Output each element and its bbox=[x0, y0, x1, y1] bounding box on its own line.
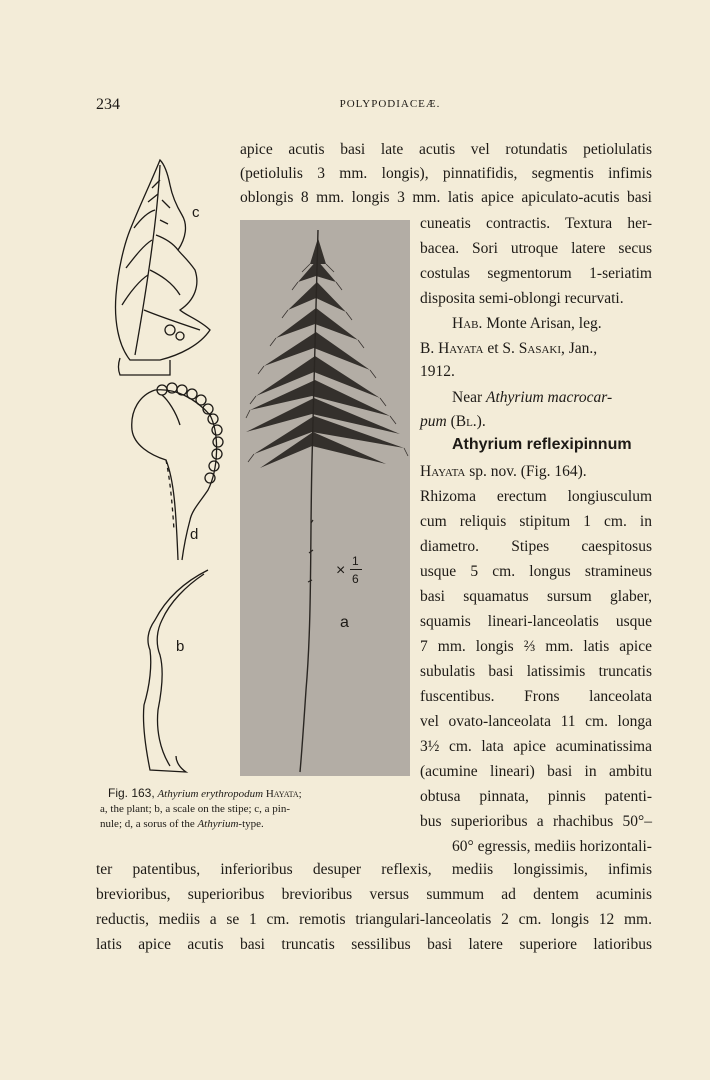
label-a: a bbox=[340, 614, 349, 631]
text-line: costulas segmentorum 1-seriatim bbox=[420, 265, 652, 282]
text-line: ter patentibus, inferioribus desuper reflexis, mediis longissimis, infimis bbox=[96, 861, 652, 878]
species-author-line: Hayata sp. nov. (Fig. 164). bbox=[420, 463, 587, 480]
pinnule-scale-sorus-sketches bbox=[100, 150, 230, 790]
text-line: 3½ cm. lata apice acuminatissima bbox=[420, 738, 652, 755]
label-d: d bbox=[190, 526, 199, 543]
label-b: b bbox=[176, 638, 185, 655]
text-line: disposita semi-oblongi recurvati. bbox=[420, 290, 624, 307]
scale-sketch-b bbox=[143, 570, 208, 772]
label-c: c bbox=[192, 204, 200, 221]
sorus-sketch-d bbox=[132, 383, 223, 560]
text-line: basi squamatus sursum glaber, bbox=[420, 588, 652, 605]
text-line: Rhizoma erectum longiusculum bbox=[420, 488, 652, 505]
near-line: Near Athyrium macrocar- bbox=[452, 389, 613, 406]
collectors-line: B. Hayata et S. Sasaki, Jan., bbox=[420, 340, 598, 357]
caption-line-1: Fig. 163, Athyrium erythropodum Hayata; bbox=[108, 786, 302, 800]
page-number: 234 bbox=[96, 96, 120, 113]
new-species-heading: Athyrium reflexipinnum bbox=[452, 436, 632, 453]
text-line: obtusa pinnata, pinnis patenti- bbox=[420, 788, 652, 805]
text-line: bacea. Sori utroque latere secus bbox=[420, 240, 652, 257]
text-line: cum reliquis stipitum 1 cm. in bbox=[420, 513, 652, 530]
near-line-2: pum (Bl.). bbox=[420, 413, 486, 430]
scale-fraction-bar bbox=[350, 569, 362, 570]
text-line: apice acutis basi late acutis vel rotundatis petiolulatis bbox=[240, 141, 652, 158]
text-line: (petiolulis 3 mm. longis), pinnatifidis, segmentis infimis bbox=[240, 165, 652, 182]
hab-label: Hab. bbox=[452, 315, 483, 332]
text-line: 60° egressis, mediis horizontali- bbox=[452, 838, 652, 855]
text-line: latis apice acutis basi truncatis sessilibus basi latere superiore latioribus bbox=[96, 936, 652, 953]
text-line: fuscentibus. Frons lanceolata bbox=[420, 688, 652, 705]
text-line: 1912. bbox=[420, 363, 455, 380]
text-line: diametro. Stipes caespitosus bbox=[420, 538, 652, 555]
text-line: reductis, mediis a se 1 cm. remotis triangulari-lanceolatis 2 cm. longis 12 mm. bbox=[96, 911, 652, 928]
text-line: oblongis 8 mm. longis 3 mm. latis apice apiculato-acutis basi bbox=[240, 189, 652, 206]
text-line: 7 mm. longis ⅔ mm. latis apice bbox=[420, 638, 652, 655]
pinnule-sketch-c bbox=[116, 160, 210, 375]
text-line: (acumine lineari) basi in ambitu bbox=[420, 763, 652, 780]
text-line: bus superioribus a rhachibus 50°– bbox=[420, 813, 652, 830]
text-line: subulatis basi latissimis truncatis bbox=[420, 663, 652, 680]
text-line: usque 5 cm. longus stramineus bbox=[420, 563, 652, 580]
caption-line-2: a, the plant; b, a scale on the stipe; c, a pin- bbox=[100, 803, 290, 815]
habitat-line: Hab. Monte Arisan, leg. bbox=[452, 315, 602, 332]
caption-line-3: nule; d, a sorus of the Athyrium-type. bbox=[100, 818, 264, 830]
figure-caption bbox=[100, 786, 400, 832]
running-title: POLYPODIACEÆ. bbox=[339, 98, 441, 110]
scale-denominator: 6 bbox=[352, 572, 359, 586]
scale-multiplier: × bbox=[336, 562, 346, 579]
text-line: squamis lineari-lanceolatis usque bbox=[420, 613, 652, 630]
text-line: brevioribus, superioribus brevioribus versus summum ad dentem acuminis bbox=[96, 886, 652, 903]
scale-numerator: 1 bbox=[352, 554, 359, 568]
fern-photo-plate bbox=[240, 220, 410, 776]
text-line: vel ovato-lanceolata 11 cm. longa bbox=[420, 713, 652, 730]
text-line: cuneatis contractis. Textura her- bbox=[420, 215, 652, 232]
fern-frond-drawing bbox=[240, 220, 410, 776]
